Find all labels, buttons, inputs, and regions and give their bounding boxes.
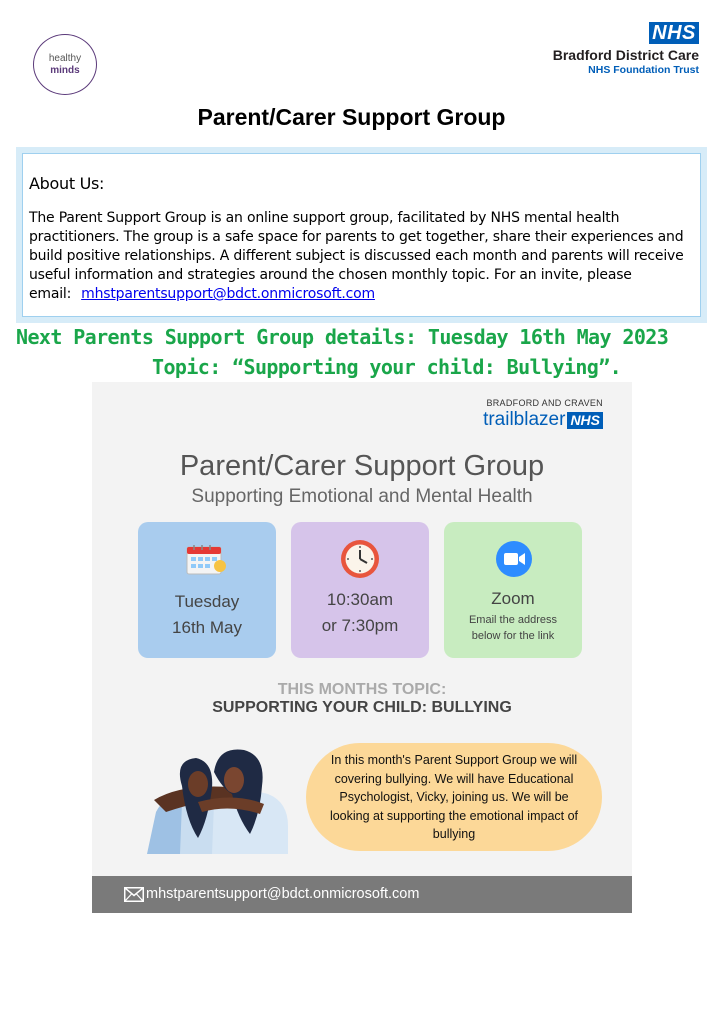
zoom-line3: below for the link — [471, 630, 555, 642]
envelope-icon — [124, 887, 144, 902]
trailblazer-word: trailblazer — [483, 409, 566, 430]
zoom-line2: Email the address — [468, 614, 558, 626]
clock-icon — [339, 538, 381, 580]
event-flyer — [92, 382, 632, 913]
flyer-title: Parent/Carer Support Group — [179, 450, 545, 482]
topic-value: SUPPORTING YOUR CHILD: BULLYING — [212, 699, 512, 716]
date-line2: 16th May — [172, 618, 242, 637]
date-line1: Tuesday — [174, 592, 240, 611]
trailblazer-nhs: NHS — [567, 412, 603, 429]
about-body-text: The Parent Support Group is an online support group, facilitated by NHS mental health practitioners. The group is a safe space for parents to get together, share their experiences and build positive relationships. A different subject is discussed each month and parents will receive useful information and strategies around the chosen monthly topic. For an invite, please email: — [29, 210, 684, 302]
bubble-text: In this month's Parent Support Group we will covering bullying. We will have Educational Psychologist, Vicky, joining us. We will be looking at supporting the emotional impact of bullying — [329, 753, 579, 841]
next-group-details: Next Parents Support Group details: Tuesday 16th May 2023 — [16, 325, 669, 349]
trailblazer-logo — [483, 409, 603, 431]
topic-label: THIS MONTHS TOPIC: — [277, 681, 447, 698]
video-camera-icon — [496, 541, 532, 577]
about-body — [29, 209, 701, 304]
page-title: Parent/Carer Support Group — [197, 104, 506, 130]
topic-line: Topic: “Supporting your child: Bullying”. — [152, 355, 622, 379]
org-name: Bradford District Care — [552, 47, 699, 63]
about-heading: About Us: — [29, 174, 105, 193]
about-box — [16, 147, 707, 323]
zoom-line1: Zoom — [491, 589, 535, 608]
time-line1: 10:30am — [326, 590, 394, 609]
date-card — [138, 522, 276, 658]
zoom-card — [444, 522, 582, 658]
calendar-icon — [186, 544, 228, 576]
footer-email: mhstparentsupport@bdct.onmicrosoft.com — [146, 886, 420, 902]
nhs-logo: NHS — [649, 22, 699, 44]
friends-illustration — [142, 742, 294, 854]
flyer-footer — [92, 876, 632, 913]
org-sub: NHS Foundation Trust — [588, 64, 699, 76]
flyer-subtitle: Supporting Emotional and Mental Health — [191, 486, 533, 507]
speech-bubble — [306, 743, 602, 851]
email-link[interactable]: mhstparentsupport@bdct.onmicrosoft.com — [81, 286, 375, 302]
time-card — [291, 522, 429, 658]
healthy-minds-logo — [33, 34, 97, 95]
logo-line2: minds — [50, 64, 80, 76]
logo-line1: healthy — [48, 52, 82, 64]
time-line2: or 7:30pm — [321, 616, 399, 635]
trailblazer-line1: BRADFORD AND CRAVEN — [486, 398, 603, 408]
